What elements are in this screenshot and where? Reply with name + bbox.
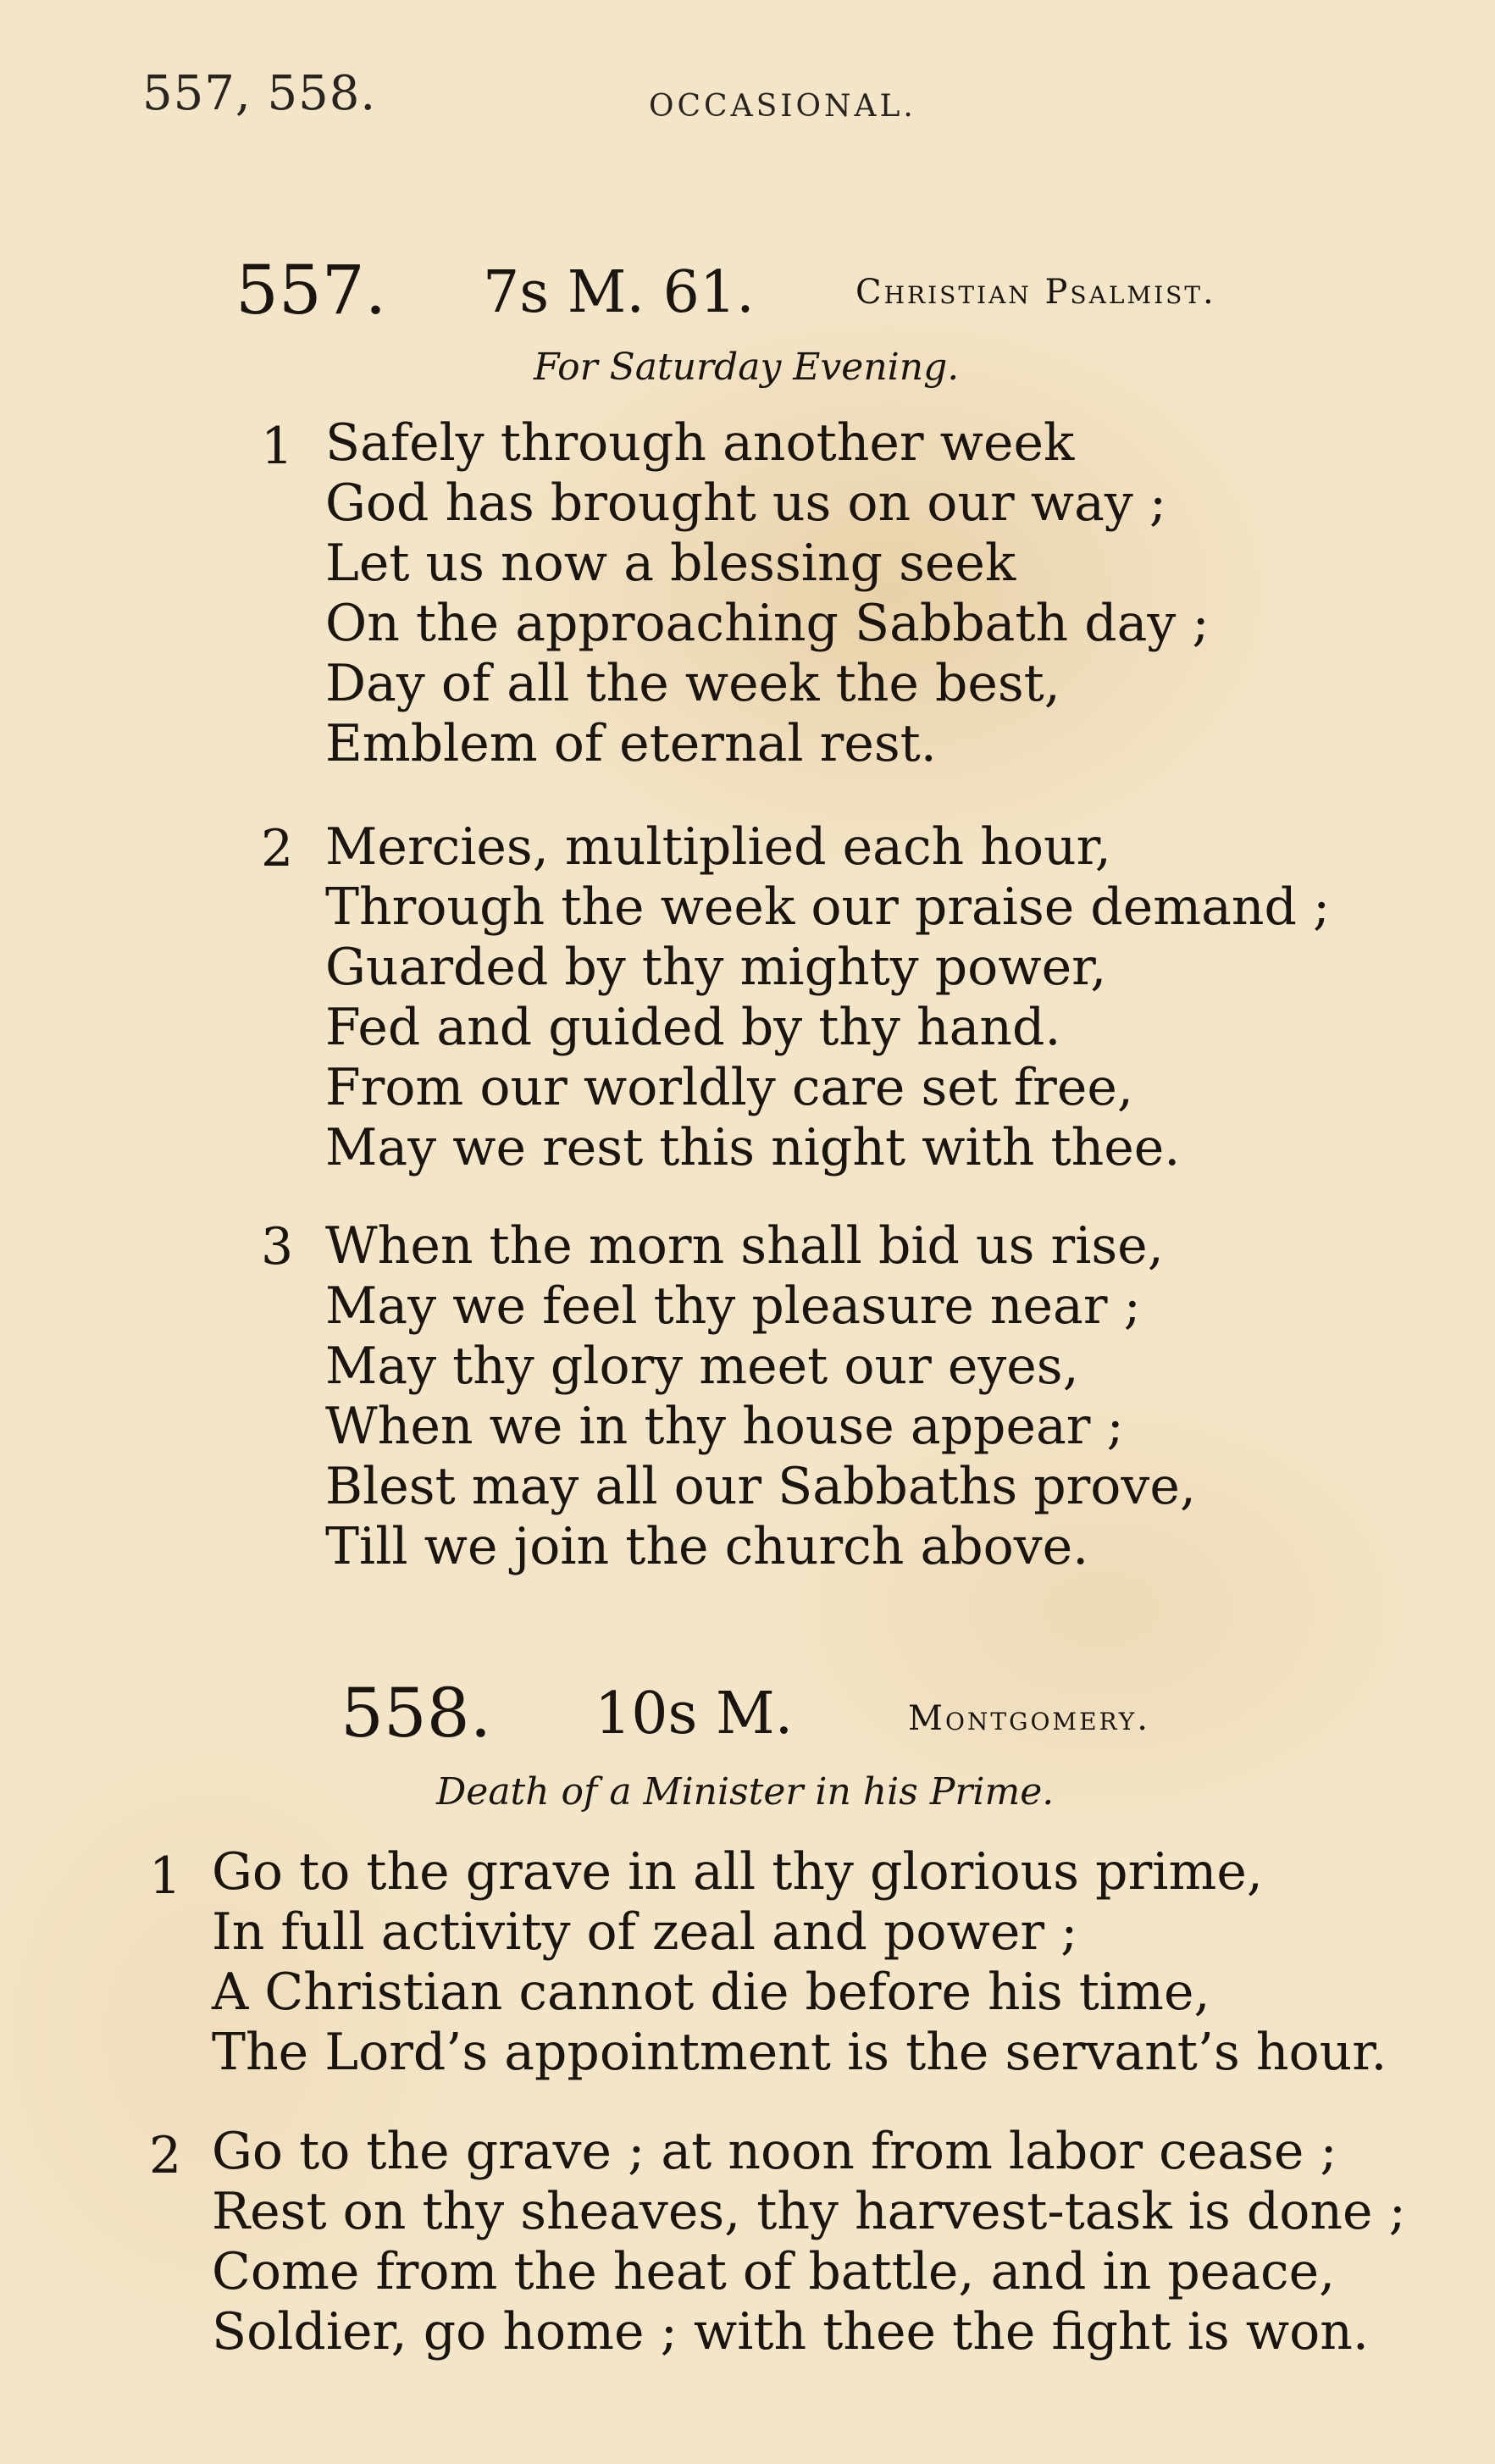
verse-line: When we in thy house appear ;: [325, 1397, 1124, 1456]
verse-line: Let us now a blessing seek: [325, 534, 1016, 593]
verse-line: Day of all the week the best,: [325, 654, 1060, 713]
verse-line: Till we join the church above.: [325, 1517, 1089, 1576]
verse-line: Mercies, multiplied each hour,: [325, 817, 1111, 877]
verse-line: Safely through another week: [325, 413, 1075, 473]
verse-line: Go to the grave ; at noon from labor cease ;: [212, 2122, 1337, 2181]
verse-line: Soldier, go home ; with thee the fight is won.: [212, 2302, 1369, 2362]
verse-line: Rest on thy sheaves, thy harvest-task is done ;: [212, 2182, 1406, 2241]
verse-line: May we rest this night with thee.: [325, 1118, 1181, 1177]
hymn-subtitle: Death of a Minister in his Prime.: [436, 1770, 1055, 1813]
verse-line: When the morn shall bid us rise,: [325, 1216, 1164, 1276]
hymn-author: Montgomery.: [908, 1699, 1150, 1738]
verse-line: Come from the heat of battle, and in peace,: [212, 2242, 1336, 2301]
stanza-number: 1: [261, 417, 294, 476]
verse-line: Blest may all our Sabbaths prove,: [325, 1457, 1196, 1516]
verse-line: On the approaching Sabbath day ;: [325, 594, 1210, 653]
running-header-section: OCCASIONAL.: [649, 89, 916, 124]
running-header-pages: 557, 558.: [142, 66, 377, 121]
hymn-number: 557.: [235, 251, 387, 329]
stanza-number: 2: [149, 2126, 182, 2185]
verse-line: Through the week our praise demand ;: [325, 878, 1331, 937]
stanza-number: 3: [261, 1217, 294, 1276]
stanza-number: 1: [149, 1847, 182, 1906]
stanza-number: 2: [261, 819, 294, 878]
hymn-meter: 10s M.: [595, 1681, 794, 1747]
verse-line: The Lord’s appointment is the servant’s hour.: [212, 2023, 1387, 2082]
verse-line: May thy glory meet our eyes,: [325, 1337, 1079, 1396]
verse-line: From our worldly care set free,: [325, 1058, 1133, 1117]
verse-line: God has brought us on our way ;: [325, 473, 1167, 533]
hymn-author: Christian Psalmist.: [855, 273, 1216, 312]
verse-line: Guarded by thy mighty power,: [325, 938, 1107, 997]
verse-line: Fed and guided by thy hand.: [325, 998, 1061, 1057]
hymn-subtitle: For Saturday Evening.: [534, 346, 960, 389]
verse-line: A Christian cannot die before his time,: [212, 1963, 1210, 2022]
verse-line: May we feel thy pleasure near ;: [325, 1276, 1141, 1336]
verse-line: In full activity of zeal and power ;: [212, 1902, 1078, 1962]
hymn-meter: 7s M. 61.: [483, 259, 755, 326]
verse-line: Emblem of eternal rest.: [325, 714, 937, 773]
hymn-number: 558.: [341, 1674, 492, 1752]
verse-line: Go to the grave in all thy glorious prime,: [212, 1842, 1263, 1902]
